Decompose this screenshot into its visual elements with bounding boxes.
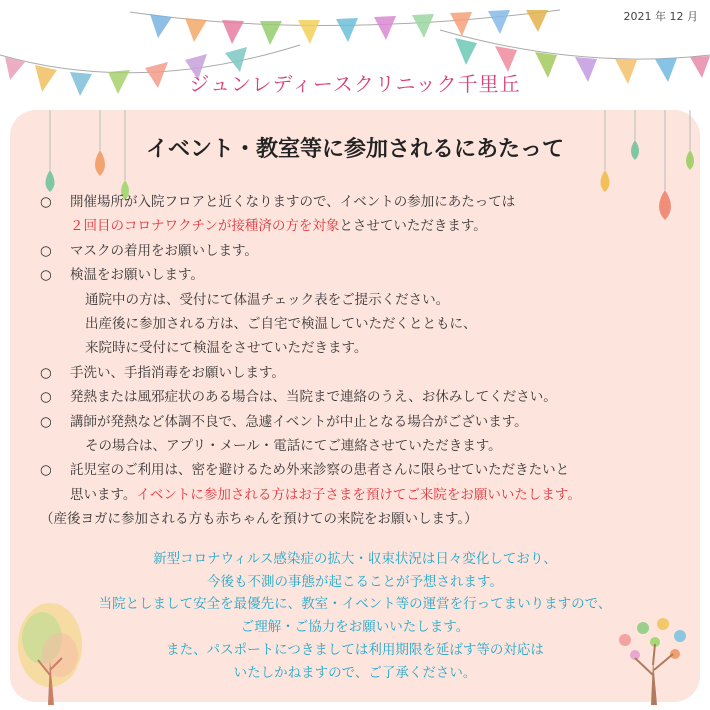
notice-subtext: 来院時に受付にて検温をさせていただきます。 bbox=[85, 340, 368, 357]
bullet-icon: ○ bbox=[40, 242, 52, 259]
closing-line: また、パスポートにつきましては利用期限を延ばす等の対応は bbox=[166, 641, 544, 658]
notice-item bbox=[40, 458, 700, 531]
notice-text: 思います。 bbox=[70, 486, 137, 503]
tree-illustration-right bbox=[605, 610, 700, 705]
closing-line: 当院としまして安全を最優先に、教室・イベント等の運営を行ってまいりますので、 bbox=[98, 596, 612, 613]
bullet-icon: ○ bbox=[40, 364, 52, 381]
notice-subtext: その場合は、アプリ・メール・電話にてご連絡させていただきます。 bbox=[85, 438, 502, 455]
closing-line: ご理解・ご協力をお願いいたします。 bbox=[240, 619, 470, 636]
bullet-icon: ○ bbox=[40, 389, 52, 406]
notice-text: 手洗い、手指消毒をお願いします。 bbox=[70, 364, 285, 381]
date-label: 2021 年 12 月 bbox=[623, 10, 698, 23]
notice-item bbox=[40, 361, 700, 385]
notice-item bbox=[40, 190, 700, 239]
page-heading: イベント・教室等に参加されるにあたって bbox=[145, 137, 564, 162]
notice-item bbox=[40, 239, 700, 263]
bullet-icon: ○ bbox=[40, 267, 52, 284]
bullet-icon: ○ bbox=[40, 194, 52, 210]
bullet-icon: ○ bbox=[40, 413, 52, 430]
notice-item bbox=[40, 263, 700, 287]
notice-text: 開催場所が入院フロアと近くなりますので、イベントの参加にあたっては bbox=[70, 194, 516, 210]
notice-subtext: 通院中の方は、受付にて体温チェック表をご提示ください。 bbox=[85, 291, 450, 308]
notice-text: （産後ヨガに参加される方も赤ちゃんを預けての来院をお願いします。） bbox=[40, 511, 478, 528]
notice-item bbox=[40, 410, 700, 434]
highlight-text: ２回目のコロナワクチンが接種済の方を対象 bbox=[70, 218, 340, 235]
notice-subtext: 出産後に参加される方は、ご自宅で検温していただくとともに、 bbox=[85, 316, 477, 333]
closing-line: 新型コロナウィルス感染症の拡大・収束状況は日々変化しており、 bbox=[153, 551, 557, 567]
notice-text: 検温をお願いします。 bbox=[70, 267, 204, 284]
notice-text: 講師が発熱など体調不良で、急遽イベントが中止となる場合がございます。 bbox=[70, 413, 528, 430]
notice-text: マスクの着用をお願いします。 bbox=[70, 242, 258, 259]
notice-text: 発熱または風邪症状のある場合は、当院まで連絡のうえ、お休みしてください。 bbox=[70, 389, 557, 406]
notice-item bbox=[40, 385, 700, 409]
bullet-icon: ○ bbox=[40, 462, 52, 479]
closing-line: いたしかねますので、ご了承ください。 bbox=[233, 664, 477, 681]
notice-text: とさせていただきます。 bbox=[339, 218, 487, 235]
notice-text: 託児室のご利用は、密を避けるため外来診察の患者さんに限らせていただきたいと bbox=[70, 462, 570, 479]
clinic-name: ジュンレディースクリニック千里丘 bbox=[189, 72, 521, 96]
closing-line: 今後も不測の事態が起こることが予想されます。 bbox=[207, 573, 503, 590]
notice-list bbox=[40, 190, 700, 532]
highlight-text: イベントに参加される方はお子さまを預けてご来院をお願いいたします。 bbox=[136, 486, 581, 503]
closing-message bbox=[0, 548, 710, 684]
tree-illustration-left bbox=[10, 600, 90, 705]
